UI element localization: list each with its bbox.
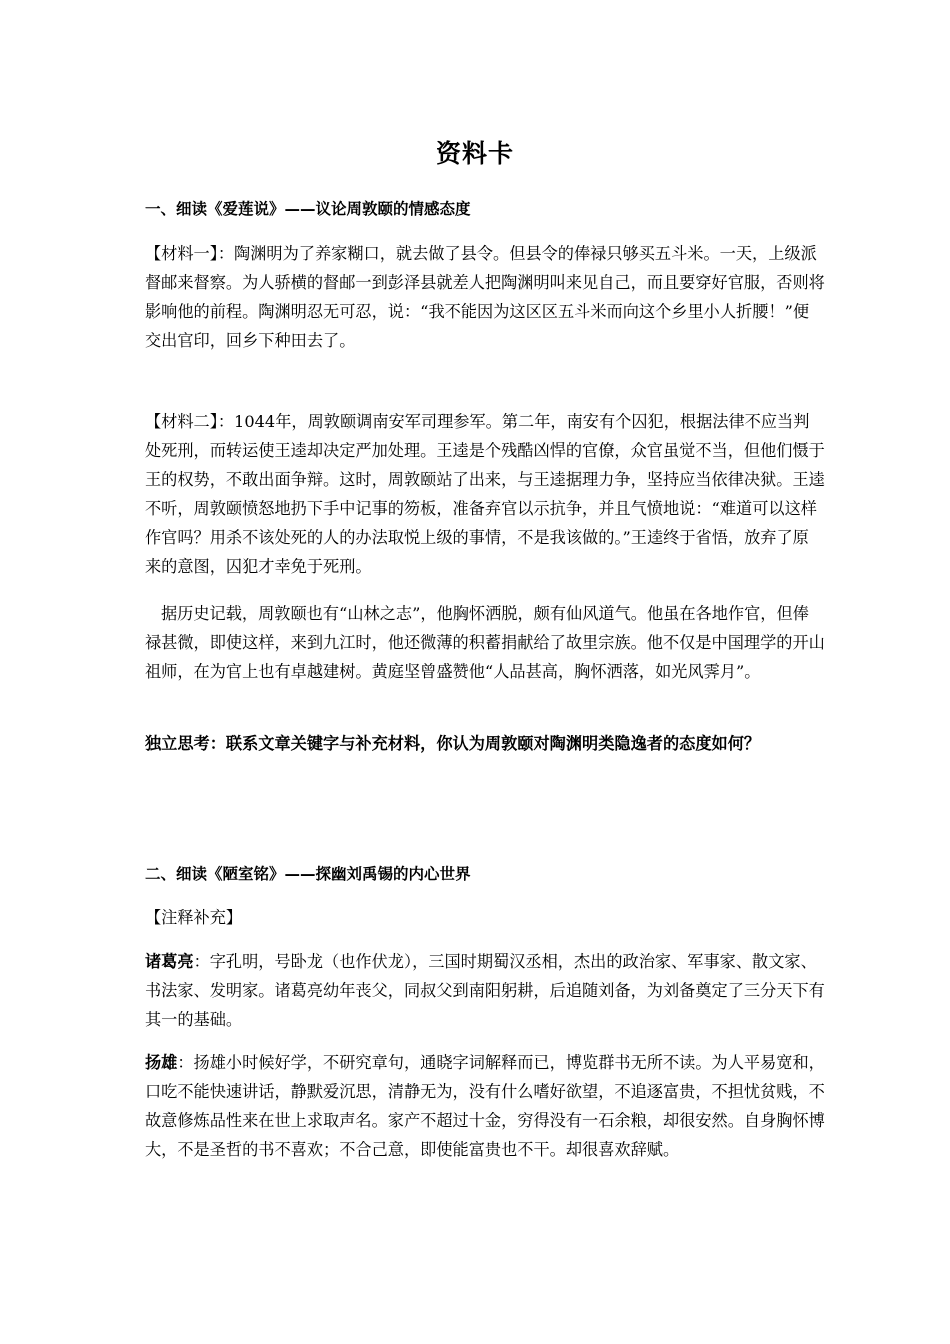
yang-xiong-paragraph <box>145 1048 825 1164</box>
independent-thinking-question: 独立思考：联系文章关键字与补充材料，你认为周敦颐对陶渊明类隐逸者的态度如何？ <box>145 734 761 753</box>
zhuge-liang-name: 诸葛亮 <box>145 952 194 971</box>
yang-xiong-text: ：扬雄小时候好学，不研究章句，通晓字词解释而已，博览群书无所不读。为人平易宽和，口吃不能快速讲话，静默爱沉思，清静无为，没有什么嗜好欲望，不追逐富贵，不担忧贫贱，不故意修炼品性来在世上求取声名。家产不超过十金，穷得没有一石余粮，却很安然。自身胸怀博大，不是圣哲的书不喜欢；不合己意，即使能富贵也不干。却很喜欢辞赋。 <box>145 1053 825 1159</box>
material2-paragraph <box>145 407 825 581</box>
material2-text: ：1044年，周敦颐调南安军司理参军。第二年，南安有个囚犯，根据法律不应当判处死刑，而转运使王逵却决定严加处理。王逵是个残酷凶悍的官僚，众官虽觉不当，但他们慑于王的权势，不敢出面争辩。这时，周敦颐站了出来，与王逵据理力争，坚持应当依律决狱。王逵不听，周敦颐愤怒地扔下手中记事的笏板，准备弃官以示抗争，并且气愤地说：“难道可以这样作官吗？用杀不该处死的人的办法取悦上级的事情，不是我该做的。”王逵终于省悟，放弃了原来的意图，囚犯才幸免于死刑。 <box>145 412 825 576</box>
zhuge-liang-text: ：字孔明，号卧龙（也作伏龙），三国时期蜀汉丞相，杰出的政治家、军事家、散文家、书法家、发明家。诸葛亮幼年丧父，同叔父到南阳躬耕，后追随刘备，为刘备奠定了三分天下有其一的基础。 <box>145 952 825 1029</box>
yang-xiong-name: 扬雄 <box>145 1053 178 1072</box>
material1-paragraph <box>145 239 825 355</box>
history-paragraph: 据历史记载，周敦颐也有“山林之志”，他胸怀洒脱，颇有仙风道气。他虽在各地作官，但俸禄甚微，即使这样，来到九江时，他还微薄的积蓄捐献给了故里宗族。他不仅是中国理学的开山祖师，在为官上也有卓越建树。黄庭坚曾盛赞他“人品甚高，胸怀洒落，如光风霁月”。 <box>145 604 825 681</box>
material1-label: 【材料一】 <box>145 244 218 263</box>
page-title: 资料卡 <box>435 139 514 168</box>
material2-label: 【材料二】 <box>145 412 218 431</box>
material1-text: ：陶渊明为了养家糊口，就去做了县令。但县令的俸禄只够买五斗米。一天，上级派督邮来督察。为人骄横的督邮一到彭泽县就差人把陶渊明叫来见自己，而且要穿好官服，否则将影响他的前程。陶渊明忍无可忍，说：“我不能因为这区区五斗米而向这个乡里小人折腰！”便交出官印，回乡下种田去了。 <box>145 244 825 350</box>
zhuge-liang-paragraph <box>145 947 825 1034</box>
annotation-label: 【注释补充】 <box>145 908 243 927</box>
section1-heading: 一、细读《爱莲说》——议论周敦颐的情感态度 <box>145 200 471 218</box>
section2-heading: 二、细读《陋室铭》——探幽刘禹锡的内心世界 <box>145 865 471 883</box>
